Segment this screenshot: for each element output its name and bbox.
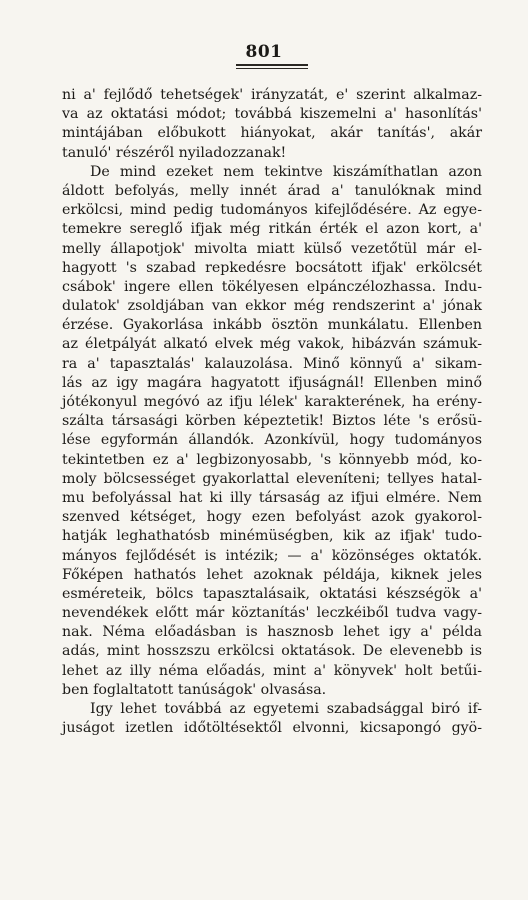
text-line: nak. Néma előadásban is hasznosb lehet igy a' példa	[62, 624, 482, 641]
text-line: lás az igy magára hagyatott ifjuságnál! Ellenben minő	[62, 374, 482, 391]
page-number: 801	[245, 42, 283, 62]
text-line: mányos fejlődését is intézik; — a' közönséges oktatók.	[62, 547, 482, 564]
text-line: lehet az illy néma előadás, mint a' könyvek' holt betűi-	[62, 662, 482, 679]
text-line: ni a' fejlődő tehetségek' irányzatát, e' szerint alkalmaz-	[62, 87, 482, 103]
text-line: tekintetben ez a' legbizonyosabb, 's könnyebb mód, ko-	[62, 451, 482, 468]
text-line: jótékonyul megóvó az ifju lélek' karakterének, ha erény-	[62, 394, 482, 410]
text-line: az életpályát alkató elvek még vakok, hibázván számuk-	[62, 336, 482, 353]
text-line: adás, mint hosszszu erkölcsi oktatások. De elevenebb is	[62, 643, 482, 660]
text-line: hagyott 's szabad repkedésre bocsátott ifjak' erkölcsét	[62, 259, 482, 276]
text-line: mintájában előbukott hiányokat, akár tanítás', akár	[62, 125, 482, 142]
text-line: lése egyformán állandók. Azonkívül, hogy tudományos	[62, 432, 482, 449]
header-rule-thin	[236, 68, 308, 69]
text-line: erkölcsi, mind pedig tudományos kifejlődésére. Az egye-	[62, 202, 482, 219]
text-line: tanuló' részéről nyiladozzanak!	[62, 144, 287, 161]
text-line: érzése. Gyakorlása inkább ösztön munkálatu. Ellenben	[62, 317, 482, 334]
text-line: Igy lehet továbbá az egyetemi szabadsággal biró if-	[90, 701, 482, 717]
text-line: szenved kétséget, hogy ezen befolyást azok gyakorol-	[62, 509, 482, 526]
text-line: mu befolyással hat ki illy társaság az ifjui elmére. Nem	[62, 489, 482, 506]
text-line: Főképen hathatós lehet azoknak példája, kiknek jeles	[62, 566, 482, 583]
text-line: temekre sereglő ifjak még ritkán érték el azon kort, a'	[62, 221, 482, 238]
text-line: hatják leghathatósb minémüségben, kik az ifjak' tudo-	[62, 528, 482, 545]
text-line: va az oktatási módot; továbbá kiszemelni a' hasonlítás'	[62, 106, 482, 123]
text-line: nevendékek előtt már köztanítás' leczkéiből tudva vagy-	[62, 605, 482, 622]
text-line: ben foglaltatott tanúságok' olvasása.	[62, 681, 327, 698]
text-line: csábok' ingere ellen tökélyesen elpánczélozhassa. Indu-	[62, 278, 482, 295]
text-line: ra a' tapasztalás' kalauzolása. Minő könnyű a' sikam-	[62, 355, 482, 372]
text-line: melly állapotjok' mivolta miatt külső vezetőtül már el-	[62, 240, 482, 257]
text-line: esméreteik, bölcs tapasztalásaik, oktatási készségök a'	[62, 585, 482, 602]
text-line: áldott befolyás, melly innét árad a' tanulóknak mind	[62, 182, 482, 199]
body-text	[62, 86, 482, 738]
text-line: De mind ezeket nem tekintve kiszámíthatlan azon	[90, 163, 482, 180]
text-line: szálta társasági körben képeztetik! Biztos léte 's erősü-	[62, 413, 482, 430]
text-line: juságot izetlen időtöltésektől elvonni, kicsapongó gyö-	[62, 720, 482, 737]
text-line: dulatok' zsoldjában van ekkor még rendszerint a' jónak	[62, 298, 482, 315]
text-line: moly bölcsességet gyakorlattal eleveníteni; tellyes hatal-	[62, 470, 482, 487]
header-rule	[236, 64, 308, 66]
